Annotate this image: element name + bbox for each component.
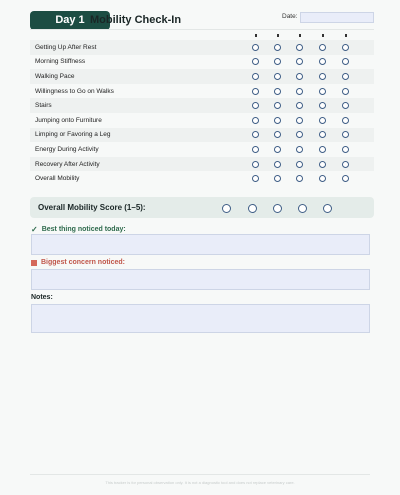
rating-radio-2[interactable]: [274, 131, 281, 138]
rating-radio-5[interactable]: [342, 131, 349, 138]
rating-label: Overall Mobility: [35, 175, 80, 183]
rating-radio-3[interactable]: [296, 58, 303, 65]
footer-disclaimer: This tracker is for personal observation only. It is not a diagnostic tool and does not replace veterinary care.: [105, 480, 295, 485]
rating-radio-1[interactable]: [252, 44, 259, 51]
rating-radio-1[interactable]: [252, 102, 259, 109]
rating-row: [30, 69, 374, 84]
rating-radio-2[interactable]: [274, 73, 281, 80]
rating-radio-3[interactable]: [296, 131, 303, 138]
notes-label: Notes:: [31, 294, 53, 301]
rating-radio-5[interactable]: [342, 73, 349, 80]
rating-label: Willingness to Go on Walks: [35, 87, 114, 95]
rating-radio-5[interactable]: [342, 117, 349, 124]
date-label: Date:: [282, 13, 298, 20]
column-tick: [345, 34, 347, 37]
rating-row: [30, 98, 374, 113]
rating-radio-1[interactable]: [252, 73, 259, 80]
rating-radio-5[interactable]: [342, 175, 349, 182]
rating-radio-3[interactable]: [296, 44, 303, 51]
rating-radio-4[interactable]: [319, 58, 326, 65]
footer-divider: [30, 474, 370, 475]
rating-row: [30, 113, 374, 128]
best-thing-label: Best thing noticed today:: [41, 226, 126, 233]
biggest-concern-label: Biggest concern noticed:: [41, 259, 126, 266]
rating-label: Getting Up After Rest: [35, 43, 97, 51]
rating-radio-2[interactable]: [274, 58, 281, 65]
rating-radio-1[interactable]: [252, 175, 259, 182]
rating-label: Stairs: [35, 102, 52, 110]
rating-radio-5[interactable]: [342, 102, 349, 109]
overall-score-panel: [30, 197, 374, 218]
notes-heading: [31, 294, 53, 301]
biggest-concern-heading: [31, 259, 125, 266]
rating-radio-4[interactable]: [319, 44, 326, 51]
rating-label: Morning Stiffness: [35, 58, 86, 66]
column-tick: [277, 34, 279, 37]
rating-radio-3[interactable]: [296, 117, 303, 124]
rating-radio-3[interactable]: [296, 73, 303, 80]
rating-radio-2[interactable]: [274, 88, 281, 95]
rating-radio-5[interactable]: [342, 88, 349, 95]
header-divider: [30, 29, 374, 30]
column-tick: [299, 34, 301, 37]
rating-radio-2[interactable]: [274, 102, 281, 109]
date-field[interactable]: [300, 12, 374, 23]
rating-radio-2[interactable]: [274, 146, 281, 153]
rating-label: Limping or Favoring a Leg: [35, 131, 111, 139]
rating-radio-2[interactable]: [274, 175, 281, 182]
column-tick: [322, 34, 324, 37]
rating-radio-5[interactable]: [342, 44, 349, 51]
rating-radio-2[interactable]: [274, 117, 281, 124]
rating-radio-4[interactable]: [319, 161, 326, 168]
rating-radio-2[interactable]: [274, 44, 281, 51]
day-badge: Day 1: [30, 11, 110, 30]
overall-radio-1[interactable]: [222, 204, 231, 213]
overall-score-label: Overall Mobility Score (1–5):: [38, 203, 146, 212]
rating-radio-1[interactable]: [252, 131, 259, 138]
overall-radio-3[interactable]: [273, 204, 282, 213]
rating-radio-3[interactable]: [296, 102, 303, 109]
check-icon: ✓: [31, 225, 38, 234]
rating-radio-5[interactable]: [342, 58, 349, 65]
rating-radio-4[interactable]: [319, 102, 326, 109]
rating-label: Energy During Activity: [35, 145, 99, 153]
rating-radio-3[interactable]: [296, 146, 303, 153]
rating-radio-1[interactable]: [252, 88, 259, 95]
rating-label: Walking Pace: [35, 72, 75, 80]
rating-radio-3[interactable]: [296, 161, 303, 168]
biggest-concern-field[interactable]: [31, 269, 370, 290]
rating-radio-2[interactable]: [274, 161, 281, 168]
rating-radio-4[interactable]: [319, 146, 326, 153]
rating-radio-1[interactable]: [252, 117, 259, 124]
overall-radio-4[interactable]: [298, 204, 307, 213]
rating-row: [30, 142, 374, 157]
rating-radio-5[interactable]: [342, 146, 349, 153]
rating-row: [30, 128, 374, 143]
rating-radio-3[interactable]: [296, 175, 303, 182]
rating-radio-1[interactable]: [252, 161, 259, 168]
rating-radio-1[interactable]: [252, 58, 259, 65]
overall-radio-2[interactable]: [248, 204, 257, 213]
rating-radio-4[interactable]: [319, 117, 326, 124]
column-tick: [255, 34, 257, 37]
rating-row: [30, 157, 374, 172]
best-thing-heading: [31, 225, 126, 234]
notes-field[interactable]: [31, 304, 370, 333]
square-icon: [31, 260, 37, 266]
page-title: Mobility Check-In: [90, 14, 182, 26]
rating-row: [30, 55, 374, 70]
overall-radio-5[interactable]: [323, 204, 332, 213]
rating-radio-1[interactable]: [252, 146, 259, 153]
rating-label: Jumping onto Furniture: [35, 116, 102, 124]
rating-table: [30, 40, 374, 186]
best-thing-field[interactable]: [31, 234, 370, 255]
rating-row: [30, 40, 374, 55]
rating-radio-5[interactable]: [342, 161, 349, 168]
rating-radio-4[interactable]: [319, 131, 326, 138]
rating-radio-3[interactable]: [296, 88, 303, 95]
rating-row: [30, 84, 374, 99]
rating-radio-4[interactable]: [319, 88, 326, 95]
rating-radio-4[interactable]: [319, 175, 326, 182]
rating-radio-4[interactable]: [319, 73, 326, 80]
rating-label: Recovery After Activity: [35, 160, 100, 168]
rating-row: [30, 171, 374, 186]
